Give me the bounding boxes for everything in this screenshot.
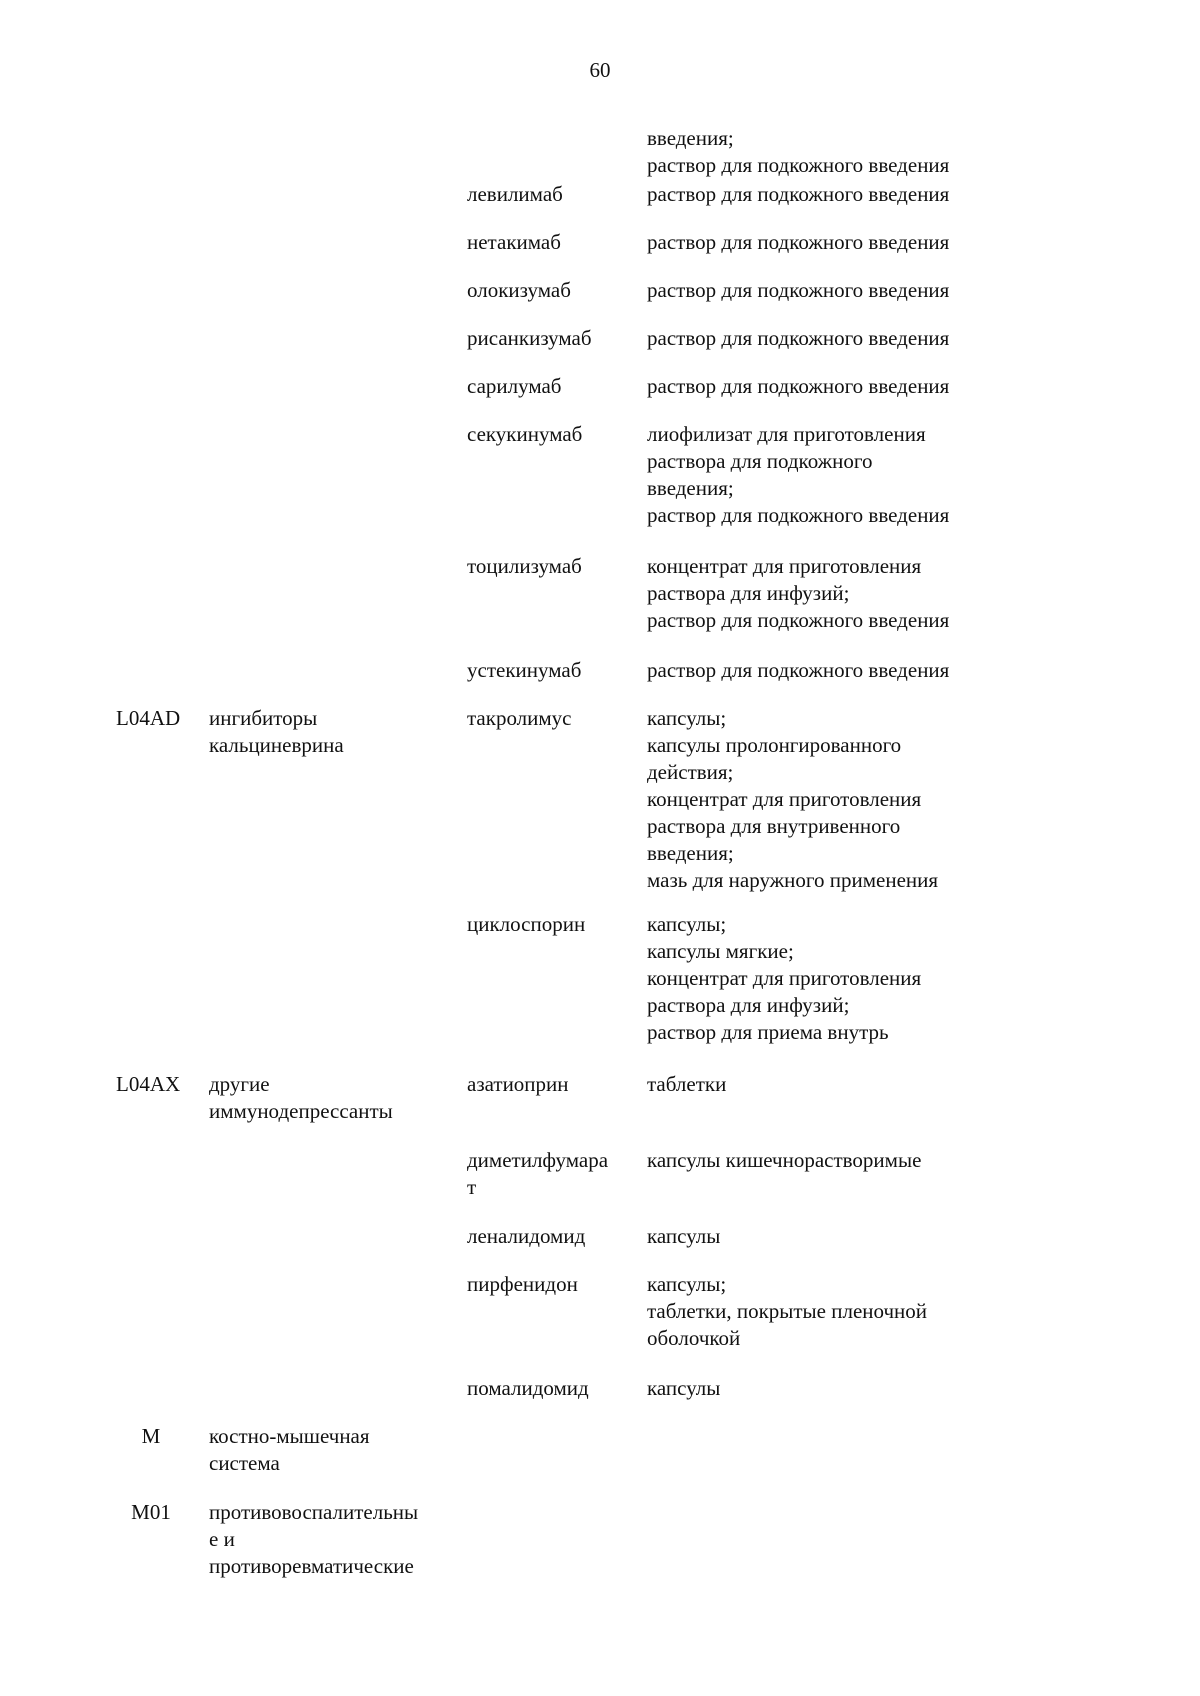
dosage-forms: концентрат для приготовления раствора для инфузий; раствор для подкожного введения — [647, 554, 950, 632]
dosage-forms: капсулы — [647, 1224, 721, 1248]
drug-name: леналидомид — [467, 1224, 586, 1248]
table-row — [0, 277, 1200, 325]
dosage-forms: раствор для подкожного введения — [647, 278, 950, 302]
group-name: ингибиторы кальциневрина — [209, 706, 344, 757]
atc-code: M — [141, 1424, 161, 1448]
table-row — [0, 1423, 1200, 1499]
table-row — [0, 705, 1200, 911]
drug-name: левилимаб — [467, 182, 563, 206]
dosage-forms: раствор для подкожного введения — [647, 374, 950, 398]
drug-name: такролимус — [467, 706, 572, 730]
drug-name: рисанкизумаб — [467, 326, 592, 350]
table-row — [0, 553, 1200, 657]
dosage-forms: раствор для подкожного введения — [647, 326, 950, 350]
dosage-forms: раствор для подкожного введения — [647, 658, 950, 682]
table-row — [0, 1223, 1200, 1271]
dosage-forms: капсулы; капсулы пролонгированного действия; концентрат для приготовления раствора для внутривенного введения; мазь для наружного применения — [647, 706, 939, 892]
table-row — [0, 373, 1200, 421]
table-row — [0, 325, 1200, 373]
group-name: костно-мышечная система — [209, 1424, 370, 1475]
table-row — [0, 1071, 1200, 1147]
table-row — [0, 657, 1200, 705]
dosage-forms: введения; раствор для подкожного введения — [647, 126, 950, 177]
drug-name: устекинумаб — [467, 658, 582, 682]
dosage-forms: лиофилизат для приготовления раствора для подкожного введения; раствор для подкожного введения — [647, 422, 950, 527]
drug-name: азатиоприн — [467, 1072, 569, 1096]
drug-table — [0, 125, 1200, 1589]
table-row — [0, 125, 1200, 181]
drug-name: сарилумаб — [467, 374, 562, 398]
table-row — [0, 1375, 1200, 1423]
table-row — [0, 1499, 1200, 1589]
dosage-forms: капсулы кишечнорастворимые — [647, 1148, 922, 1172]
drug-name: пирфенидон — [467, 1272, 578, 1296]
dosage-forms: капсулы; таблетки, покрытые пленочной оболочкой — [647, 1272, 928, 1350]
atc-code: M01 — [131, 1500, 171, 1524]
drug-name: нетакимаб — [467, 230, 561, 254]
group-name: противовоспалительны е и противоревматические — [209, 1500, 419, 1578]
atc-code: L04AX — [116, 1072, 181, 1096]
page-number: 60 — [589, 58, 611, 82]
table-row — [0, 229, 1200, 277]
drug-name: диметилфумара т — [467, 1148, 609, 1199]
dosage-forms: раствор для подкожного введения — [647, 182, 950, 206]
drug-name: тоцилизумаб — [467, 554, 582, 578]
drug-name: олокизумаб — [467, 278, 571, 302]
drug-name: циклоспорин — [467, 912, 586, 936]
drug-name: помалидомид — [467, 1376, 589, 1400]
dosage-forms: раствор для подкожного введения — [647, 230, 950, 254]
table-row — [0, 181, 1200, 229]
dosage-forms: капсулы; капсулы мягкие; концентрат для приготовления раствора для инфузий; раствор для приема внутрь — [647, 912, 922, 1044]
dosage-forms: капсулы — [647, 1376, 721, 1400]
table-row — [0, 1271, 1200, 1375]
drug-name: секукинумаб — [467, 422, 583, 446]
table-row — [0, 421, 1200, 553]
atc-code: L04AD — [116, 706, 181, 730]
dosage-forms: таблетки — [647, 1072, 727, 1096]
group-name: другие иммунодепрессанты — [209, 1072, 393, 1123]
table-row — [0, 1147, 1200, 1223]
table-row — [0, 911, 1200, 1071]
